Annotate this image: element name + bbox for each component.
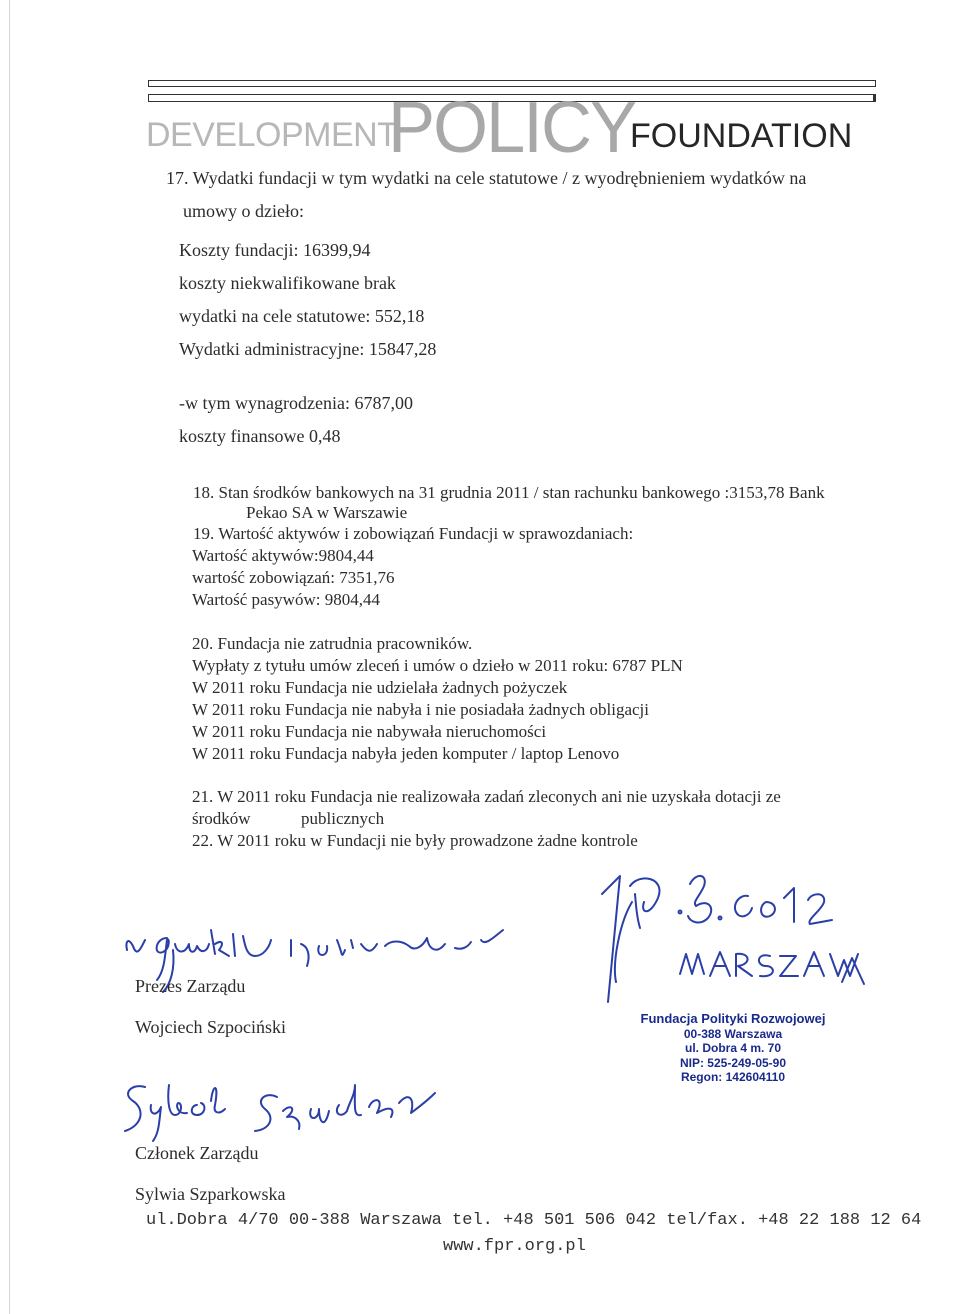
- signatory-name: Sylwia Szparkowska: [135, 1184, 286, 1204]
- stamp-line: ul. Dobra 4 m. 70: [684, 1041, 782, 1055]
- section-17-item: koszty niekwalifikowane brak: [179, 273, 396, 293]
- logo-development: DEVELOPMENT: [146, 116, 398, 154]
- section-18-line: Pekao SA w Warszawie: [246, 503, 408, 522]
- section-17-item: -w tym wynagrodzenia: 6787,00: [179, 393, 413, 413]
- section-17-heading: 17. Wydatki fundacji w tym wydatki na cele statutowe / z wyodrębnieniem wydatków na: [166, 168, 807, 188]
- signatory-name: Wojciech Szpociński: [135, 1017, 287, 1037]
- footer-address: ul.Dobra 4/70 00-388 Warszawa tel. +48 501 506 042 tel/fax. +48 22 188 12 64: [146, 1211, 922, 1230]
- footer-website: www.fpr.org.pl: [443, 1237, 586, 1256]
- page-edge: [9, 0, 10, 1314]
- section-20-line: W 2011 roku Fundacja nie udzielała żadnych pożyczek: [192, 678, 568, 697]
- section-21-line-part: środków: [192, 809, 251, 828]
- section-22-line: 22. W 2011 roku w Fundacji nie były prowadzone żadne kontrole: [192, 831, 638, 850]
- stamp-line: Fundacja Polityki Rozwojowej: [640, 1011, 826, 1026]
- section-19-item: Wartość aktywów:9804,44: [192, 546, 374, 565]
- logo-policy: POLICY: [388, 88, 636, 168]
- section-20-line: 20. Fundacja nie zatrudnia pracowników.: [192, 634, 473, 653]
- board-member-signature: [115, 1075, 455, 1145]
- stamp-line: 00-388 Warszawa: [683, 1026, 783, 1041]
- stamp-line: NIP: 525-249-05-90: [679, 1055, 787, 1070]
- logo-foundation: FOUNDATION: [630, 117, 853, 155]
- section-17-heading-cont: umowy o dzieło:: [183, 201, 304, 221]
- section-17-item: Koszty fundacji: 16399,94: [179, 240, 371, 260]
- section-20-line: W 2011 roku Fundacja nie nabyła i nie posiadała żadnych obligacji: [192, 700, 649, 719]
- section-19-item: wartość zobowiązań: 7351,76: [192, 568, 395, 587]
- section-20-line: Wypłaty z tytułu umów zleceń i umów o dzieło w 2011 roku: 6787 PLN: [192, 656, 683, 675]
- organization-stamp: [628, 1012, 838, 1085]
- stamp-line: Regon: 142604110: [680, 1070, 786, 1084]
- letterhead-rule-top: [148, 80, 876, 87]
- section-21-line: 21. W 2011 roku Fundacja nie realizowała zadań zleconych ani nie uzyskała dotacji ze: [192, 787, 781, 806]
- signatory-role: Prezes Zarządu: [135, 976, 246, 996]
- section-19-heading: 19. Wartość aktywów i zobowiązań Fundacji w sprawozdaniach:: [193, 524, 634, 543]
- signatory-role: Członek Zarządu: [135, 1143, 259, 1163]
- section-17-item: wydatki na cele statutowe: 552,18: [179, 306, 425, 326]
- section-19-item: Wartość pasywów: 9804,44: [192, 590, 380, 609]
- section-21-line-part: publicznych: [301, 809, 385, 828]
- section-20-line: W 2011 roku Fundacja nabyła jeden komputer / laptop Lenovo: [192, 744, 620, 763]
- section-17-item: koszty finansowe 0,48: [179, 426, 341, 446]
- section-17-item: Wydatki administracyjne: 15847,28: [179, 339, 437, 359]
- section-20-line: W 2011 roku Fundacja nie nabywała nieruchomości: [192, 722, 547, 741]
- section-18-line: 18. Stan środków bankowych na 31 grudnia 2011 / stan rachunku bankowego :3153,78 Bank: [193, 483, 825, 502]
- handwritten-date-signature: [580, 862, 880, 1012]
